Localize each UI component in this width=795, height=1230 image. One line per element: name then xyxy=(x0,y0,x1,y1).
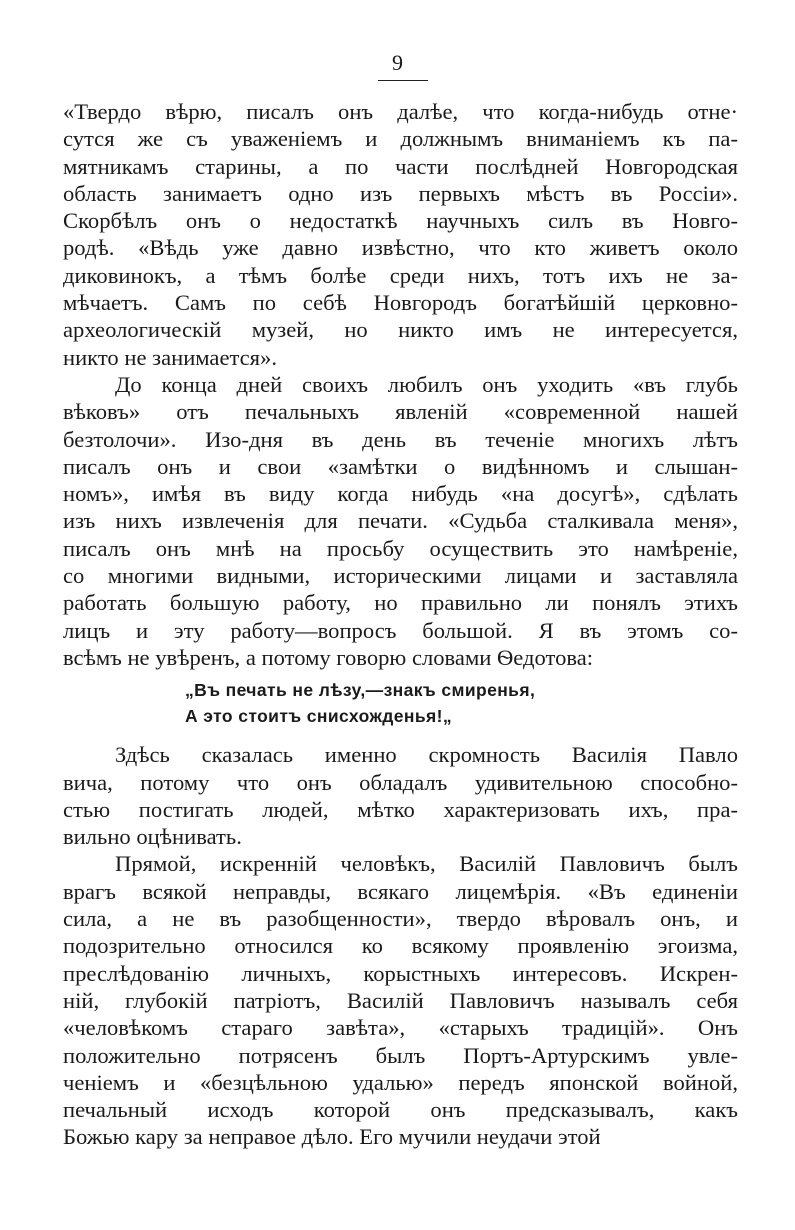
verse-quote xyxy=(63,677,738,729)
page-number-rule xyxy=(378,80,428,81)
text-line: всѣмъ не увѣренъ, а потому говорю словами Ѳедотова: xyxy=(63,644,594,670)
text-line: преслѣдованію личныхъ, корыстныхъ интересовъ. Искрен- xyxy=(63,960,738,986)
text-line: ній, глубокій патріотъ, Василій Павловичъ называлъ себя xyxy=(63,987,738,1013)
text-line: Прямой, искренній человѣкъ, Василій Павловичъ былъ xyxy=(115,851,738,877)
paragraph-1 xyxy=(63,98,738,371)
text-line: ченіемъ и «безцѣльною удалью» передъ японской войной, xyxy=(63,1069,738,1095)
text-line: писалъ онъ мнѣ на просьбу осуществить это намѣреніе, xyxy=(63,535,738,561)
text-line: область занимаетъ одно изъ первыхъ мѣстъ въ Россіи». xyxy=(63,180,738,206)
text-line: вѣковъ» отъ печальныхъ явленій «современной нашей xyxy=(63,399,738,425)
text-line: положительно потрясенъ былъ Портъ-Артурскимъ увле- xyxy=(63,1042,738,1068)
text-line: печальный исходъ которой онъ предсказывалъ, какъ xyxy=(63,1097,738,1123)
text-line: вильно оцѣнивать. xyxy=(63,824,242,850)
text-line: стью постигать людей, мѣтко характеризовать ихъ, пра- xyxy=(63,796,738,822)
text-line: Скорбѣлъ онъ о недостаткѣ научныхъ силъ въ Новго- xyxy=(63,208,738,234)
text-line: «человѣкомъ стараго завѣта», «старыхъ традицій». Онъ xyxy=(63,1015,738,1041)
text-line: со многими видными, историческими лицами и заставляла xyxy=(63,563,738,589)
text-line: Божью кару за неправое дѣло. Его мучили неудачи этой xyxy=(63,1124,601,1150)
text-line: никто не занимается». xyxy=(63,344,278,370)
text-line: сила, а не въ разобщенности», твердо вѣровалъ онъ, и xyxy=(63,906,738,932)
text-line: писалъ онъ и свои «замѣтки о видѣнномъ и слышан- xyxy=(63,453,738,479)
paragraph-4 xyxy=(63,850,738,1150)
verse-line: „Въ печать не лѣзу,—знакъ смиренья, xyxy=(185,680,536,701)
text-line: диковинокъ, а тѣмъ болѣе среди нихъ, тотъ ихъ не за- xyxy=(63,262,738,288)
text-line: мѣчаетъ. Самъ по себѣ Новгородъ богатѣйшій церковно- xyxy=(63,290,738,316)
text-line: номъ», имѣя въ виду когда нибудь «на досугѣ», сдѣлать xyxy=(63,481,738,507)
text-line: врагъ всякой неправды, всякаго лицемѣрія. «Въ единеніи xyxy=(63,878,738,904)
text-line: лицъ и эту работу—вопросъ большой. Я въ этомъ со- xyxy=(63,617,738,643)
body-text xyxy=(63,98,738,1151)
text-line: подозрительно относился ко всякому проявленію эгоизма, xyxy=(63,933,738,959)
text-line: безтолочи». Изо-дня въ день въ теченіе многихъ лѣтъ xyxy=(63,426,738,452)
paragraph-2 xyxy=(63,371,738,671)
text-line: сутся же съ уваженіемъ и должнымъ вниманіемъ къ па- xyxy=(63,126,738,152)
page-number: 9 xyxy=(392,50,403,75)
text-line: археологическій музей, но никто имъ не интересуется, xyxy=(63,317,738,343)
text-line: работать большую работу, но правильно ли понялъ этихъ xyxy=(63,590,738,616)
text-line: вича, потому что онъ обладалъ удивительною способно- xyxy=(63,769,738,795)
text-line: До конца дней своихъ любилъ онъ уходить «въ глубь xyxy=(115,371,738,397)
verse-line: А это стоитъ снисхожденья!„ xyxy=(185,706,453,727)
text-line: мятникамъ старины, а по части послѣдней Новгородская xyxy=(63,153,738,179)
text-line: изъ нихъ извлеченія для печати. «Судьба сталкивала меня», xyxy=(63,508,738,534)
text-line: Здѣсь сказалась именно скромность Василія Павло xyxy=(115,742,738,768)
text-line: «Твердо вѣрю, писалъ онъ далѣе, что когда-нибудь отне· xyxy=(63,99,738,124)
paragraph-3 xyxy=(63,741,738,850)
text-line: родѣ. «Вѣдь уже давно извѣстно, что кто живетъ около xyxy=(63,235,738,261)
